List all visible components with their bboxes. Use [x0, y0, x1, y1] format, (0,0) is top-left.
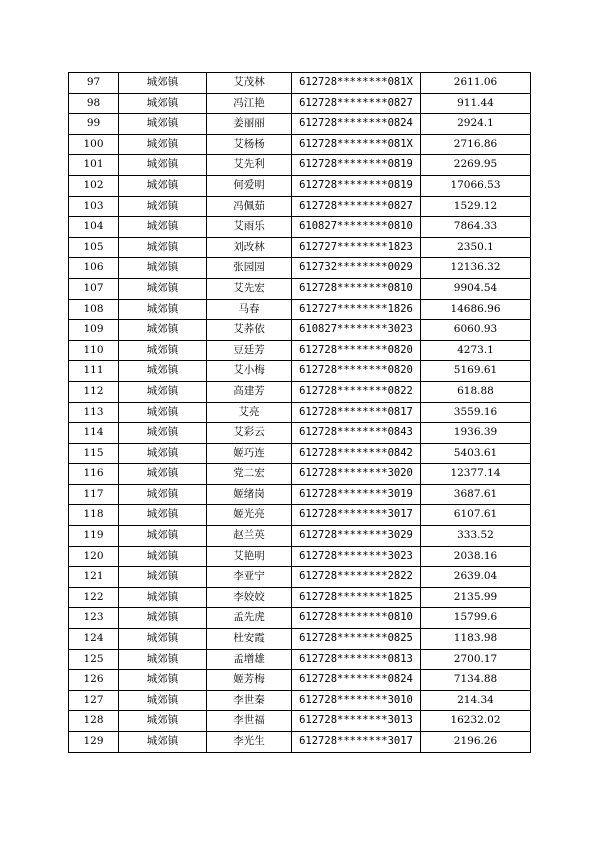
row-number-cell: 117 [69, 484, 119, 505]
town-cell: 城郊镇 [119, 278, 207, 299]
table-row [69, 711, 531, 732]
row-number-cell: 128 [69, 711, 119, 732]
name-cell: 艾艳明 [207, 546, 292, 567]
name-cell: 姬光亮 [207, 505, 292, 526]
ledger-table [68, 72, 531, 753]
row-number-cell: 127 [69, 690, 119, 711]
name-cell: 艾荞依 [207, 320, 292, 341]
name-cell: 豆廷芳 [207, 340, 292, 361]
town-cell: 城郊镇 [119, 423, 207, 444]
name-cell: 冯江艳 [207, 93, 292, 114]
name-cell: 姬绪岗 [207, 484, 292, 505]
amount-cell: 3559.16 [421, 402, 531, 423]
row-number-cell: 118 [69, 505, 119, 526]
amount-cell: 2038.16 [421, 546, 531, 567]
amount-cell: 2639.04 [421, 567, 531, 588]
town-cell: 城郊镇 [119, 114, 207, 135]
id-number-cell: 612728********0810 [292, 608, 421, 629]
table-row [69, 134, 531, 155]
town-cell: 城郊镇 [119, 73, 207, 94]
table-row [69, 402, 531, 423]
name-cell: 孟先虎 [207, 608, 292, 629]
id-number-cell: 612728********0825 [292, 629, 421, 650]
amount-cell: 2611.06 [421, 73, 531, 94]
amount-cell: 2716.86 [421, 134, 531, 155]
table-row [69, 320, 531, 341]
amount-cell: 1936.39 [421, 423, 531, 444]
town-cell: 城郊镇 [119, 381, 207, 402]
town-cell: 城郊镇 [119, 690, 207, 711]
table-row [69, 423, 531, 444]
id-number-cell: 612728********3023 [292, 546, 421, 567]
amount-cell: 2700.17 [421, 649, 531, 670]
table-row [69, 73, 531, 94]
row-number-cell: 124 [69, 629, 119, 650]
row-number-cell: 101 [69, 155, 119, 176]
name-cell: 艾先宏 [207, 278, 292, 299]
id-number-cell: 612728********3013 [292, 711, 421, 732]
row-number-cell: 125 [69, 649, 119, 670]
table-row [69, 175, 531, 196]
row-number-cell: 114 [69, 423, 119, 444]
name-cell: 何爱明 [207, 175, 292, 196]
amount-cell: 333.52 [421, 526, 531, 547]
name-cell: 艾彩云 [207, 423, 292, 444]
table-row [69, 526, 531, 547]
id-number-cell: 612728********0820 [292, 361, 421, 382]
id-number-cell: 612728********3029 [292, 526, 421, 547]
table-row [69, 340, 531, 361]
name-cell: 冯佩茹 [207, 196, 292, 217]
amount-cell: 14686.96 [421, 299, 531, 320]
name-cell: 姬巧连 [207, 443, 292, 464]
id-number-cell: 612728********0843 [292, 423, 421, 444]
table-row [69, 505, 531, 526]
amount-cell: 7864.33 [421, 217, 531, 238]
amount-cell: 4273.1 [421, 340, 531, 361]
row-number-cell: 129 [69, 732, 119, 753]
table-row [69, 608, 531, 629]
town-cell: 城郊镇 [119, 217, 207, 238]
amount-cell: 2924.1 [421, 114, 531, 135]
id-number-cell: 612728********3010 [292, 690, 421, 711]
name-cell: 李亚宁 [207, 567, 292, 588]
row-number-cell: 116 [69, 464, 119, 485]
name-cell: 艾茂林 [207, 73, 292, 94]
name-cell: 艾亮 [207, 402, 292, 423]
row-number-cell: 99 [69, 114, 119, 135]
row-number-cell: 98 [69, 93, 119, 114]
id-number-cell: 612728********3017 [292, 505, 421, 526]
amount-cell: 3687.61 [421, 484, 531, 505]
amount-cell: 5403.61 [421, 443, 531, 464]
id-number-cell: 612728********0824 [292, 670, 421, 691]
row-number-cell: 106 [69, 258, 119, 279]
town-cell: 城郊镇 [119, 546, 207, 567]
name-cell: 艾杨杨 [207, 134, 292, 155]
amount-cell: 618.88 [421, 381, 531, 402]
amount-cell: 16232.02 [421, 711, 531, 732]
id-number-cell: 612728********0842 [292, 443, 421, 464]
id-number-cell: 610827********3023 [292, 320, 421, 341]
table-row [69, 196, 531, 217]
name-cell: 李世福 [207, 711, 292, 732]
id-number-cell: 612728********0820 [292, 340, 421, 361]
amount-cell: 1183.98 [421, 629, 531, 650]
amount-cell: 6107.61 [421, 505, 531, 526]
town-cell: 城郊镇 [119, 629, 207, 650]
id-number-cell: 612728********3017 [292, 732, 421, 753]
id-number-cell: 612728********3019 [292, 484, 421, 505]
id-number-cell: 612728********0813 [292, 649, 421, 670]
amount-cell: 9904.54 [421, 278, 531, 299]
town-cell: 城郊镇 [119, 299, 207, 320]
table-row [69, 587, 531, 608]
town-cell: 城郊镇 [119, 340, 207, 361]
town-cell: 城郊镇 [119, 196, 207, 217]
name-cell: 杜安霞 [207, 629, 292, 650]
name-cell: 党二宏 [207, 464, 292, 485]
id-number-cell: 612728********0810 [292, 278, 421, 299]
table-row [69, 546, 531, 567]
table-row [69, 361, 531, 382]
town-cell: 城郊镇 [119, 237, 207, 258]
name-cell: 艾雨乐 [207, 217, 292, 238]
id-number-cell: 612728********2822 [292, 567, 421, 588]
town-cell: 城郊镇 [119, 505, 207, 526]
table-row [69, 443, 531, 464]
name-cell: 姬芳梅 [207, 670, 292, 691]
id-number-cell: 612732********0029 [292, 258, 421, 279]
amount-cell: 1529.12 [421, 196, 531, 217]
name-cell: 赵兰英 [207, 526, 292, 547]
table-row [69, 155, 531, 176]
table-row [69, 381, 531, 402]
town-cell: 城郊镇 [119, 464, 207, 485]
table-row [69, 237, 531, 258]
town-cell: 城郊镇 [119, 258, 207, 279]
row-number-cell: 121 [69, 567, 119, 588]
name-cell: 刘改林 [207, 237, 292, 258]
id-number-cell: 612728********0819 [292, 175, 421, 196]
row-number-cell: 111 [69, 361, 119, 382]
town-cell: 城郊镇 [119, 567, 207, 588]
id-number-cell: 612728********0819 [292, 155, 421, 176]
name-cell: 李世秦 [207, 690, 292, 711]
table-row [69, 629, 531, 650]
row-number-cell: 103 [69, 196, 119, 217]
name-cell: 孟增雄 [207, 649, 292, 670]
id-number-cell: 612728********0827 [292, 196, 421, 217]
table-row [69, 670, 531, 691]
table-row [69, 114, 531, 135]
amount-cell: 7134.88 [421, 670, 531, 691]
table-row [69, 732, 531, 753]
name-cell: 艾先利 [207, 155, 292, 176]
id-number-cell: 612728********0827 [292, 93, 421, 114]
row-number-cell: 112 [69, 381, 119, 402]
amount-cell: 15799.6 [421, 608, 531, 629]
id-number-cell: 612728********0824 [292, 114, 421, 135]
town-cell: 城郊镇 [119, 320, 207, 341]
table-row [69, 567, 531, 588]
amount-cell: 2350.1 [421, 237, 531, 258]
town-cell: 城郊镇 [119, 670, 207, 691]
id-number-cell: 612728********081X [292, 73, 421, 94]
amount-cell: 2196.26 [421, 732, 531, 753]
id-number-cell: 612727********1823 [292, 237, 421, 258]
row-number-cell: 119 [69, 526, 119, 547]
table-row [69, 258, 531, 279]
table-row [69, 217, 531, 238]
row-number-cell: 100 [69, 134, 119, 155]
amount-cell: 12136.32 [421, 258, 531, 279]
town-cell: 城郊镇 [119, 649, 207, 670]
id-number-cell: 612728********0817 [292, 402, 421, 423]
table-row [69, 464, 531, 485]
id-number-cell: 612727********1826 [292, 299, 421, 320]
town-cell: 城郊镇 [119, 484, 207, 505]
town-cell: 城郊镇 [119, 402, 207, 423]
name-cell: 张园园 [207, 258, 292, 279]
row-number-cell: 105 [69, 237, 119, 258]
row-number-cell: 113 [69, 402, 119, 423]
row-number-cell: 97 [69, 73, 119, 94]
table-row [69, 299, 531, 320]
row-number-cell: 102 [69, 175, 119, 196]
name-cell: 李光生 [207, 732, 292, 753]
town-cell: 城郊镇 [119, 587, 207, 608]
row-number-cell: 126 [69, 670, 119, 691]
name-cell: 高建芳 [207, 381, 292, 402]
town-cell: 城郊镇 [119, 443, 207, 464]
town-cell: 城郊镇 [119, 155, 207, 176]
row-number-cell: 109 [69, 320, 119, 341]
row-number-cell: 123 [69, 608, 119, 629]
town-cell: 城郊镇 [119, 608, 207, 629]
town-cell: 城郊镇 [119, 526, 207, 547]
id-number-cell: 612728********0822 [292, 381, 421, 402]
name-cell: 姜丽丽 [207, 114, 292, 135]
town-cell: 城郊镇 [119, 134, 207, 155]
name-cell: 艾小梅 [207, 361, 292, 382]
table-row [69, 278, 531, 299]
amount-cell: 5169.61 [421, 361, 531, 382]
id-number-cell: 612728********3020 [292, 464, 421, 485]
table-row [69, 484, 531, 505]
name-cell: 马春 [207, 299, 292, 320]
row-number-cell: 107 [69, 278, 119, 299]
amount-cell: 214.34 [421, 690, 531, 711]
row-number-cell: 108 [69, 299, 119, 320]
name-cell: 李姣姣 [207, 587, 292, 608]
amount-cell: 17066.53 [421, 175, 531, 196]
amount-cell: 2135.99 [421, 587, 531, 608]
table-row [69, 649, 531, 670]
id-number-cell: 610827********0810 [292, 217, 421, 238]
ledger-body [69, 73, 531, 753]
amount-cell: 911.44 [421, 93, 531, 114]
town-cell: 城郊镇 [119, 711, 207, 732]
id-number-cell: 612728********1825 [292, 587, 421, 608]
amount-cell: 6060.93 [421, 320, 531, 341]
town-cell: 城郊镇 [119, 175, 207, 196]
town-cell: 城郊镇 [119, 93, 207, 114]
row-number-cell: 110 [69, 340, 119, 361]
row-number-cell: 122 [69, 587, 119, 608]
id-number-cell: 612728********081X [292, 134, 421, 155]
town-cell: 城郊镇 [119, 732, 207, 753]
table-row [69, 93, 531, 114]
row-number-cell: 120 [69, 546, 119, 567]
amount-cell: 12377.14 [421, 464, 531, 485]
row-number-cell: 115 [69, 443, 119, 464]
amount-cell: 2269.95 [421, 155, 531, 176]
town-cell: 城郊镇 [119, 361, 207, 382]
row-number-cell: 104 [69, 217, 119, 238]
table-row [69, 690, 531, 711]
